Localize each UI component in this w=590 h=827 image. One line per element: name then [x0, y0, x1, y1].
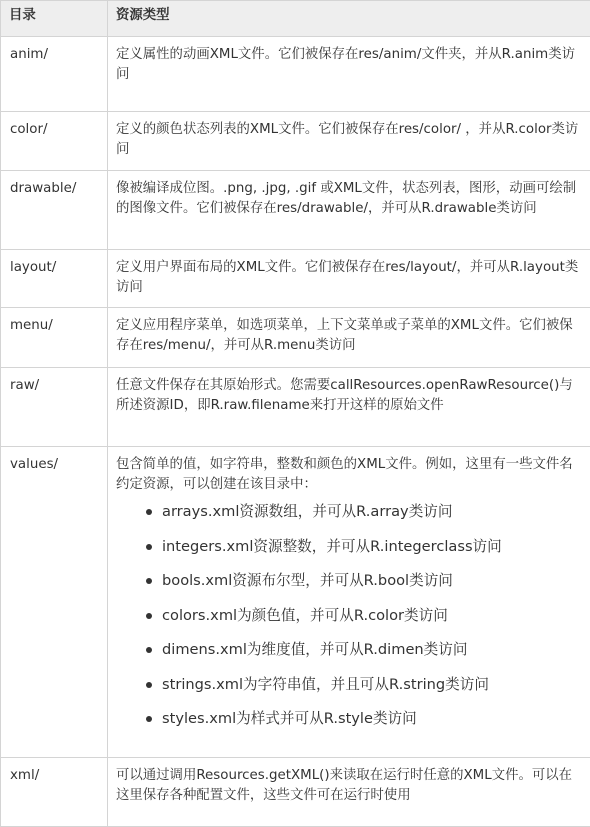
description-cell: 定义用户界面布局的XML文件。它们被保存在res/layout/，并可从R.layout类访问	[108, 250, 590, 308]
directory-cell: values/	[1, 447, 108, 758]
table-row	[1, 758, 590, 827]
description-cell: 定义的颜色状态列表的XML文件。它们被保存在res/color/ ，并从R.color类访问	[108, 112, 590, 171]
list-item-text: styles.xml为样式并可从R.style类访问	[162, 710, 417, 727]
bullet-icon	[146, 682, 152, 688]
table-row	[1, 112, 590, 171]
directory-cell: color/	[1, 112, 108, 171]
directory-cell: layout/	[1, 250, 108, 308]
bullet-icon	[146, 716, 152, 722]
bullet-icon	[146, 613, 152, 619]
directory-cell: menu/	[1, 308, 108, 368]
description-cell: 任意文件保存在其原始形式。您需要callResources.openRawResource()与所述资源ID，即R.raw.filename来打开这样的原始文件	[108, 368, 590, 447]
description-cell	[108, 447, 590, 758]
list-item-text: colors.xml为颜色值，并可从R.color类访问	[162, 607, 448, 624]
list-item	[162, 599, 584, 634]
table-row	[1, 37, 590, 112]
description-cell: 可以通过调用Resources.getXML()来读取在运行时任意的XML文件。可以在这里保存各种配置文件，这些文件可在运行时使用	[108, 758, 590, 827]
bullet-icon	[146, 544, 152, 550]
bullet-icon	[146, 578, 152, 584]
header-directory: 目录	[1, 1, 108, 37]
description-cell: 定义应用程序菜单，如选项菜单，上下文菜单或子菜单的XML文件。它们被保存在res/menu/，并可从R.menu类访问	[108, 308, 590, 368]
list-item	[162, 633, 584, 668]
directory-cell: drawable/	[1, 171, 108, 250]
description-cell: 像被编译成位图。.png, .jpg, .gif 或XML文件，状态列表，图形，动画可绘制的图像文件。它们被保存在res/drawable/，并可从R.drawable类访问	[108, 171, 590, 250]
directory-cell: xml/	[1, 758, 108, 827]
list-item	[162, 495, 584, 530]
table-row	[1, 368, 590, 447]
directory-cell: anim/	[1, 37, 108, 112]
list-item-text: dimens.xml为维度值，并可从R.dimen类访问	[162, 641, 467, 658]
table-header-row	[1, 1, 590, 37]
directory-cell: raw/	[1, 368, 108, 447]
list-item-text: strings.xml为字符串值，并且可从R.string类访问	[162, 676, 489, 693]
bullet-icon	[146, 509, 152, 515]
list-item	[162, 702, 584, 737]
table-row	[1, 250, 590, 308]
values-file-list	[116, 495, 584, 737]
list-item-text: bools.xml资源布尔型，并可从R.bool类访问	[162, 572, 453, 589]
bullet-icon	[146, 647, 152, 653]
table-row	[1, 171, 590, 250]
list-item	[162, 564, 584, 599]
list-item	[162, 530, 584, 565]
table-row	[1, 308, 590, 368]
header-resource-type: 资源类型	[108, 1, 590, 37]
description-cell: 定义属性的动画XML文件。它们被保存在res/anim/文件夹，并从R.anim类访问	[108, 37, 590, 112]
list-item-text: integers.xml资源整数，并可从R.integerclass访问	[162, 538, 502, 555]
list-item-text: arrays.xml资源数组，并可从R.array类访问	[162, 503, 452, 520]
description-text: 包含简单的值，如字符串，整数和颜色的XML文件。例如，这里有一些文件名约定资源，可以创建在该目录中：	[116, 455, 584, 495]
list-item	[162, 668, 584, 703]
table-row	[1, 447, 590, 758]
